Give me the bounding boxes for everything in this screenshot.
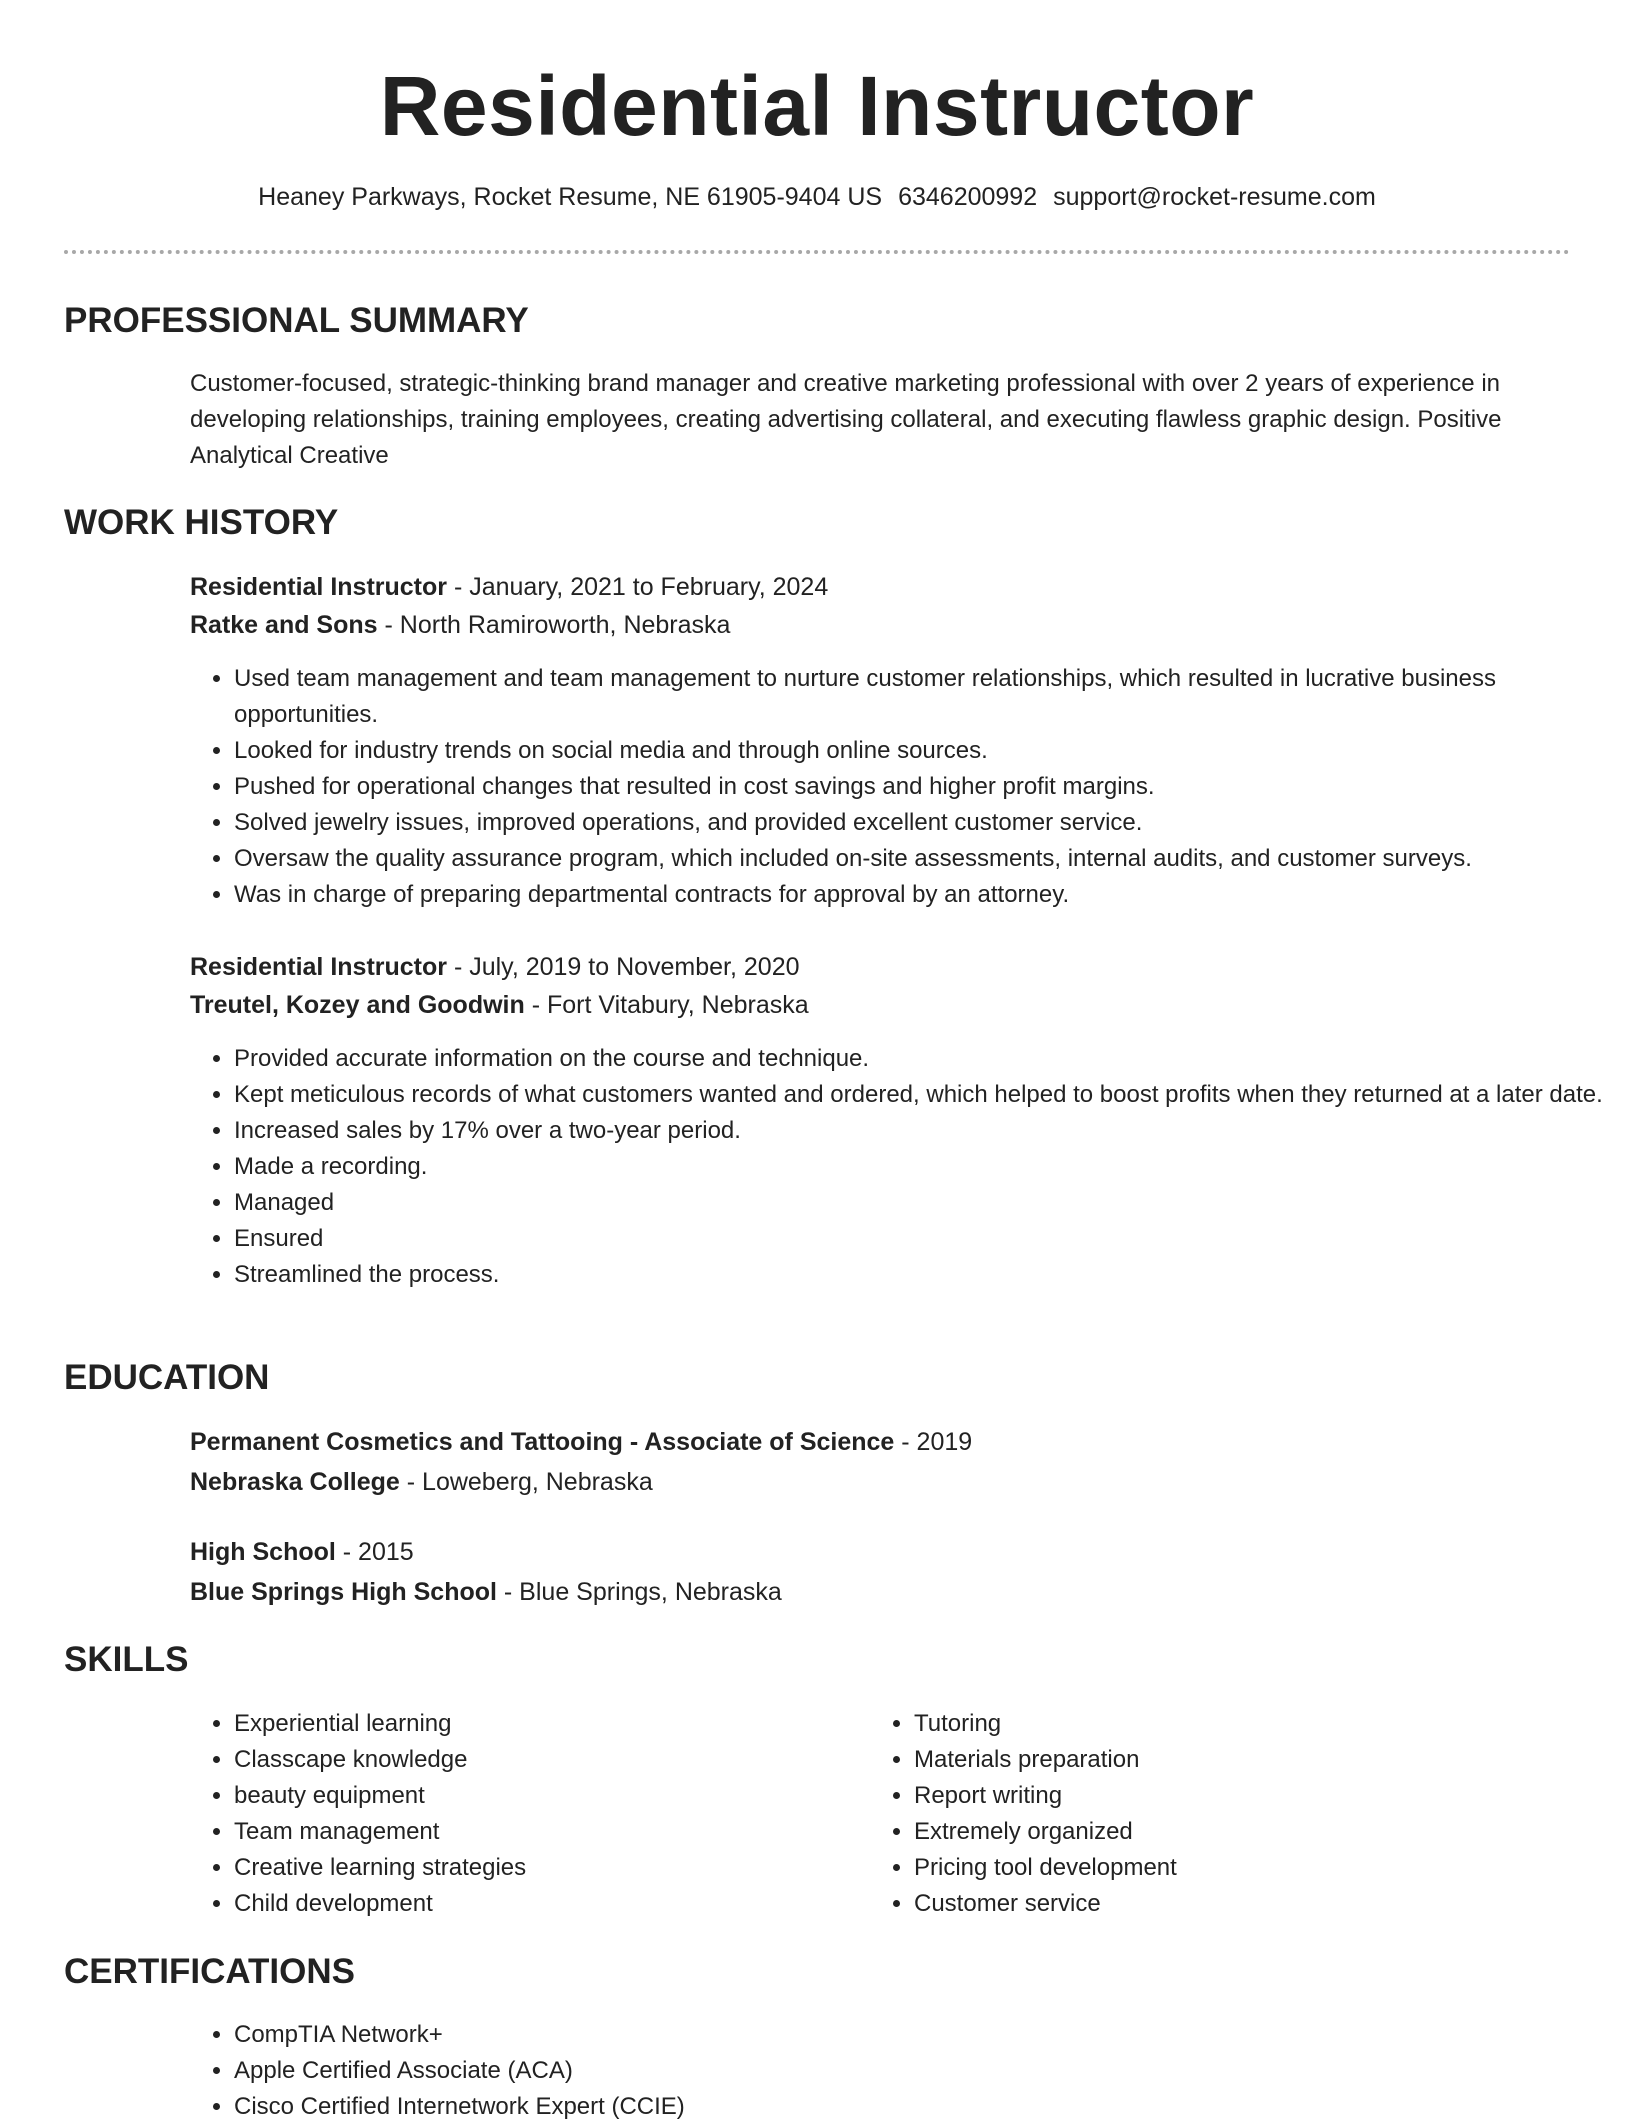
summary-text: Customer-focused, strategic-thinking brand manager and creative marketing professional with over 2 years of experience in developing relationships, training employees, creating advertising collateral, and executing flawless graphic design. Positive Analytical Creative xyxy=(190,370,1502,469)
contact-address: Heaney Parkways, Rocket Resume, NE 61905-9404 US xyxy=(258,183,883,211)
list-item: • Managed xyxy=(234,1185,1614,1221)
job-bullets xyxy=(190,661,1614,913)
contact-line xyxy=(64,180,1570,214)
list-item: • Used team management and team management to nurture customer relationships, which resulted in lucrative business opportunities. xyxy=(234,661,1614,733)
skill-item: • Report writing xyxy=(914,1778,1514,1814)
list-item: • Provided accurate information on the course and technique. xyxy=(234,1041,1614,1077)
job-dates: - July, 2019 to November, 2020 xyxy=(447,953,800,981)
skill-item: • Child development xyxy=(234,1886,834,1922)
education-school: Nebraska College xyxy=(190,1468,400,1496)
certification-item: • CompTIA Network+ xyxy=(234,2017,1614,2053)
job-title-line xyxy=(190,948,800,986)
list-item: • Streamlined the process. xyxy=(234,1257,1614,1293)
list-item: • Ensured xyxy=(234,1221,1614,1257)
header-divider xyxy=(64,250,1570,254)
education-location: - Loweberg, Nebraska xyxy=(399,1468,653,1496)
job-company-line xyxy=(190,986,809,1024)
contact-email: support@rocket-resume.com xyxy=(1053,183,1376,211)
education-school-line xyxy=(190,1573,782,1611)
education-year: - 2019 xyxy=(894,1428,973,1456)
section-title-certifications: CERTIFICATIONS xyxy=(64,1952,356,1991)
job-location: - North Ramiroworth, Nebraska xyxy=(377,611,731,639)
skill-item: • Experiential learning xyxy=(234,1706,834,1742)
list-item: • Increased sales by 17% over a two-year period. xyxy=(234,1113,1614,1149)
list-item: • Oversaw the quality assurance program, which included on-site assessments, internal audits, and customer surveys. xyxy=(234,841,1614,877)
job-dates: - January, 2021 to February, 2024 xyxy=(447,573,829,601)
certification-item: • Apple Certified Associate (ACA) xyxy=(234,2053,1614,2089)
education-degree-line xyxy=(190,1423,972,1461)
job-title-line xyxy=(190,568,828,606)
skill-item: • Customer service xyxy=(914,1886,1514,1922)
section-title-education: EDUCATION xyxy=(64,1358,270,1397)
skill-item: • Extremely organized xyxy=(914,1814,1514,1850)
list-item: • Made a recording. xyxy=(234,1149,1614,1185)
skill-item: • Creative learning strategies xyxy=(234,1850,834,1886)
list-item: • Pushed for operational changes that resulted in cost savings and higher profit margins. xyxy=(234,769,1614,805)
skill-item: • Team management xyxy=(234,1814,834,1850)
skills-list-left xyxy=(190,1706,834,1922)
education-school: Blue Springs High School xyxy=(190,1578,497,1606)
list-item: • Was in charge of preparing departmental contracts for approval by an attorney. xyxy=(234,877,1614,913)
education-year: - 2015 xyxy=(335,1538,414,1566)
section-title-work-history: WORK HISTORY xyxy=(64,503,339,542)
education-degree-line xyxy=(190,1533,414,1571)
education-degree: Permanent Cosmetics and Tattooing - Associate of Science xyxy=(190,1428,895,1456)
skill-item: • beauty equipment xyxy=(234,1778,834,1814)
contact-phone: 6346200992 xyxy=(898,183,1038,211)
job-company: Ratke and Sons xyxy=(190,611,378,639)
job-role: Residential Instructor xyxy=(190,573,447,601)
resume-name: Residential Instructor xyxy=(379,59,1255,153)
education-degree: High School xyxy=(190,1538,336,1566)
certifications-list xyxy=(190,2017,1614,2125)
list-item: • Solved jewelry issues, improved operations, and provided excellent customer service. xyxy=(234,805,1614,841)
skill-item: • Classcape knowledge xyxy=(234,1742,834,1778)
skill-item: • Materials preparation xyxy=(914,1742,1514,1778)
skill-item: • Tutoring xyxy=(914,1706,1514,1742)
list-item: • Kept meticulous records of what customers wanted and ordered, which helped to boost profits when they returned at a later date. xyxy=(234,1077,1614,1113)
job-location: - Fort Vitabury, Nebraska xyxy=(524,991,809,1019)
skill-item: • Pricing tool development xyxy=(914,1850,1514,1886)
section-title-skills: SKILLS xyxy=(64,1640,189,1679)
section-title-summary: PROFESSIONAL SUMMARY xyxy=(64,301,529,340)
education-school-line xyxy=(190,1463,653,1501)
skills-list-right xyxy=(870,1706,1514,1922)
certification-item: • Cisco Certified Internetwork Expert (CCIE) xyxy=(234,2089,1614,2125)
job-role: Residential Instructor xyxy=(190,953,447,981)
education-location: - Blue Springs, Nebraska xyxy=(496,1578,782,1606)
job-company: Treutel, Kozey and Goodwin xyxy=(190,991,525,1019)
list-item: • Looked for industry trends on social media and through online sources. xyxy=(234,733,1614,769)
job-bullets xyxy=(190,1041,1614,1293)
job-company-line xyxy=(190,606,730,644)
